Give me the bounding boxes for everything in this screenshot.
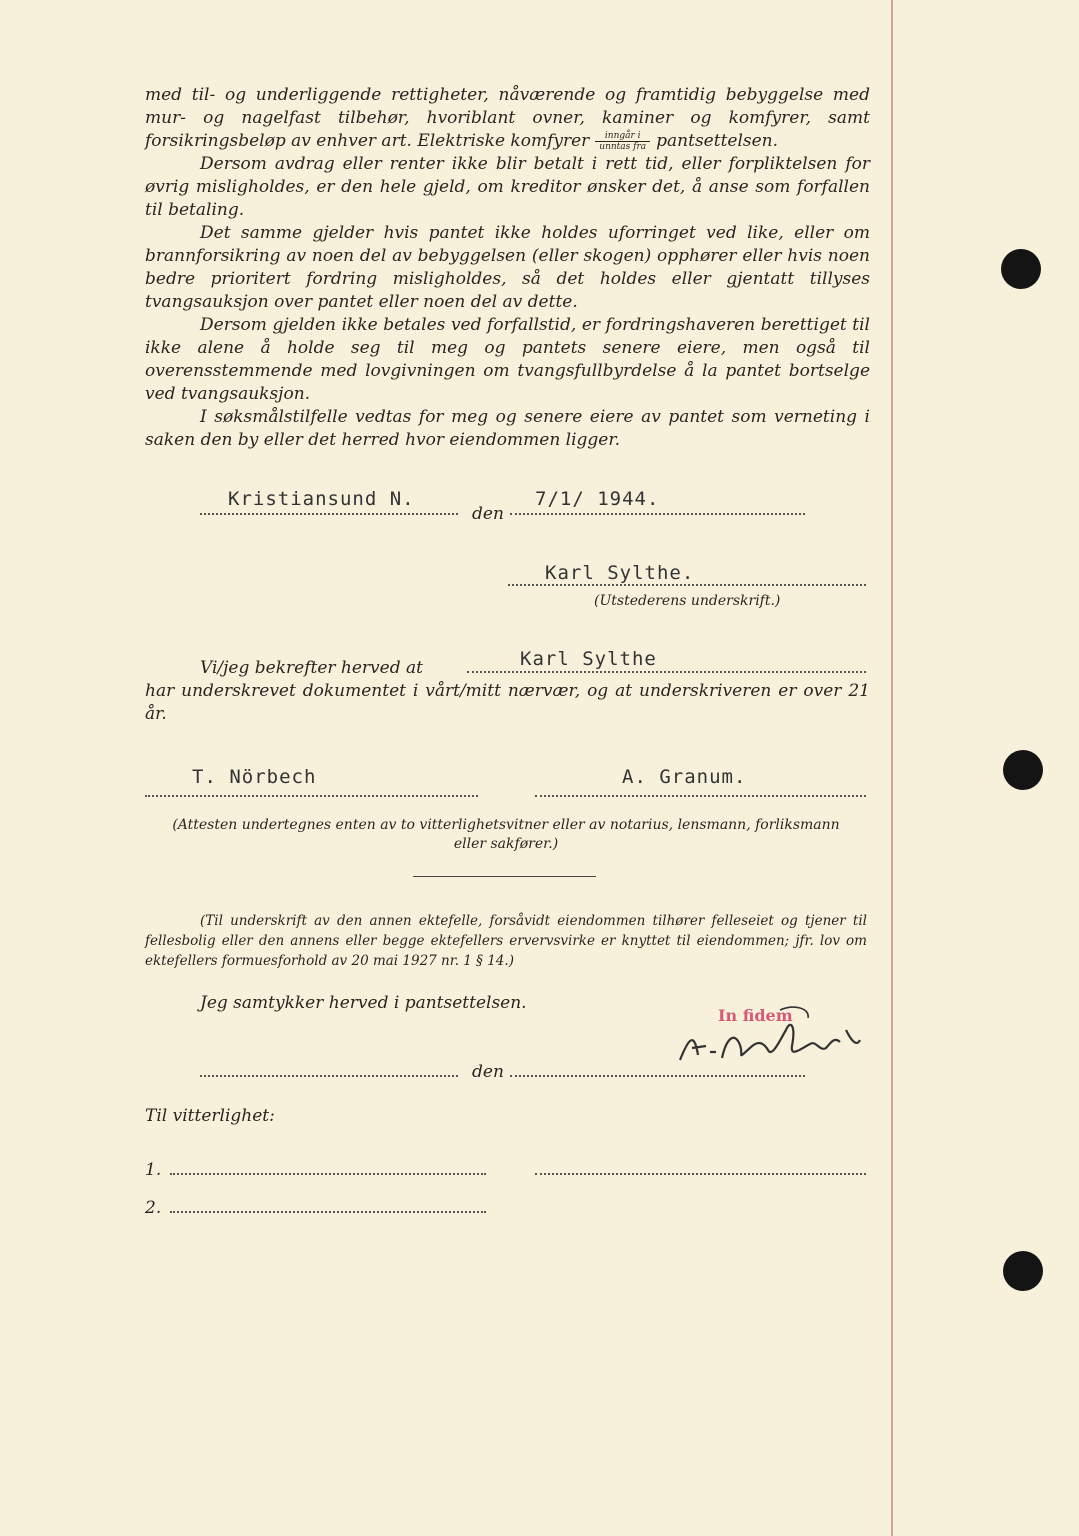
date-value: 7/1/ 1944. xyxy=(535,488,660,510)
consent-dotted-line-right xyxy=(510,1075,805,1077)
confirmation-rest: har underskrevet dokumentet i vårt/mitt nærvær, og at underskriveren er over 21 år. xyxy=(145,681,870,724)
witness-right-dotted-line xyxy=(535,795,866,797)
witness-section-title: Til vitterlighet: xyxy=(145,1106,275,1126)
confirmation-name: Karl Sylthe xyxy=(520,648,657,670)
date-dotted-line xyxy=(510,513,805,515)
place-dotted-line xyxy=(200,513,458,515)
confirmation-prefix: Vi/jeg bekrefter herved at xyxy=(200,658,423,678)
spouse-note: (Til underskrift av den annen ektefelle, forsåvidt eiendommen tilhører felleseiet og tjener til fellesbolig eller den annens eller begge ektefellers ervervsvirke er knyttet til eiendommen; jfr. lov om ektefellers formuesforhold av 20 mai 1927 nr. 1 § 14.) xyxy=(145,913,867,969)
issuer-signature: Karl Sylthe. xyxy=(545,562,695,584)
consent-dotted-line-left xyxy=(200,1075,458,1077)
punch-hole xyxy=(1003,1251,1043,1291)
witness-number-2: 2. xyxy=(145,1198,162,1218)
witness-right-name: A. Granum. xyxy=(622,766,747,788)
place-value: Kristiansund N. xyxy=(228,488,415,510)
issuer-dotted-line xyxy=(508,584,866,586)
paragraph-5: I søksmålstilfelle vedtas for meg og senere eiere av pantet som verneting i saken den by eller det herred hvor eiendommen ligger. xyxy=(145,407,870,450)
consent-den-label: den xyxy=(472,1062,504,1082)
confirmation-dotted-line xyxy=(467,671,866,673)
witness-note-line-1: (Attesten undertegnes enten av to vitterlighetsvitner eller av notarius, lensmann, forliksmann xyxy=(172,817,840,833)
witness-1-dotted-line-right xyxy=(535,1173,866,1175)
witness-left-name: T. Nörbech xyxy=(192,766,317,788)
witness-2-dotted-line xyxy=(170,1211,486,1213)
paragraph-1: med til- og underliggende rettigheter, nåværende og framtidig bebyggelse med mur- og nagelfast tilbehør, hvoriblant ovner, kaminer og komfyrer, samt forsikringsbeløp av enhver art. Elektriske komfyrer $\frac{\text{inngår i}}{\text{unntas fra}}$ pantsettelsen. xyxy=(145,85,870,152)
witness-number-1: 1. xyxy=(145,1160,162,1180)
paragraph-4: Dersom gjelden ikke betales ved forfallstid, er fordringshaveren berettiget til ikke alene å holde seg til meg og pantets senere eiere, men også til overensstemmende med lovgivningen om tvangsfullbyrdelse å la pantet bortselge ved tvangsauksjon. xyxy=(145,315,870,404)
witness-1-dotted-line-left xyxy=(170,1173,486,1175)
issuer-caption: (Utstederens underskrift.) xyxy=(594,593,781,609)
fraction: $\frac{\text{inngår i}}{\text{unntas fra}}$ xyxy=(595,131,650,152)
handwritten-signature xyxy=(670,1000,870,1080)
in-fidem-stamp: In fidem xyxy=(718,1006,793,1025)
consent-text: Jeg samtykker herved i pantsettelsen. xyxy=(200,993,527,1013)
punch-hole xyxy=(1003,750,1043,790)
witness-left-dotted-line xyxy=(145,795,478,797)
den-label: den xyxy=(472,504,504,524)
punch-hole xyxy=(1001,249,1041,289)
body-text xyxy=(145,84,870,452)
paragraph-2: Dersom avdrag eller renter ikke blir betalt i rett tid, eller forpliktelsen for øvrig misligholdes, er den hele gjeld, om kreditor ønsker det, å anse som forfallen til betaling. xyxy=(145,154,870,220)
divider-rule xyxy=(413,876,596,877)
margin-line xyxy=(891,0,893,1536)
paragraph-3: Det samme gjelder hvis pantet ikke holdes uforringet ved like, eller om brannforsikring av noen del av bebyggelsen (eller skogen) opphører eller hvis noen bedre prioritert fordring misligholdes, så det holdes eller gjentatt tillyses tvangsauksjon over pantet eller noen del av dette. xyxy=(145,223,870,312)
witness-note-line-2: eller sakfører.) xyxy=(453,836,559,852)
